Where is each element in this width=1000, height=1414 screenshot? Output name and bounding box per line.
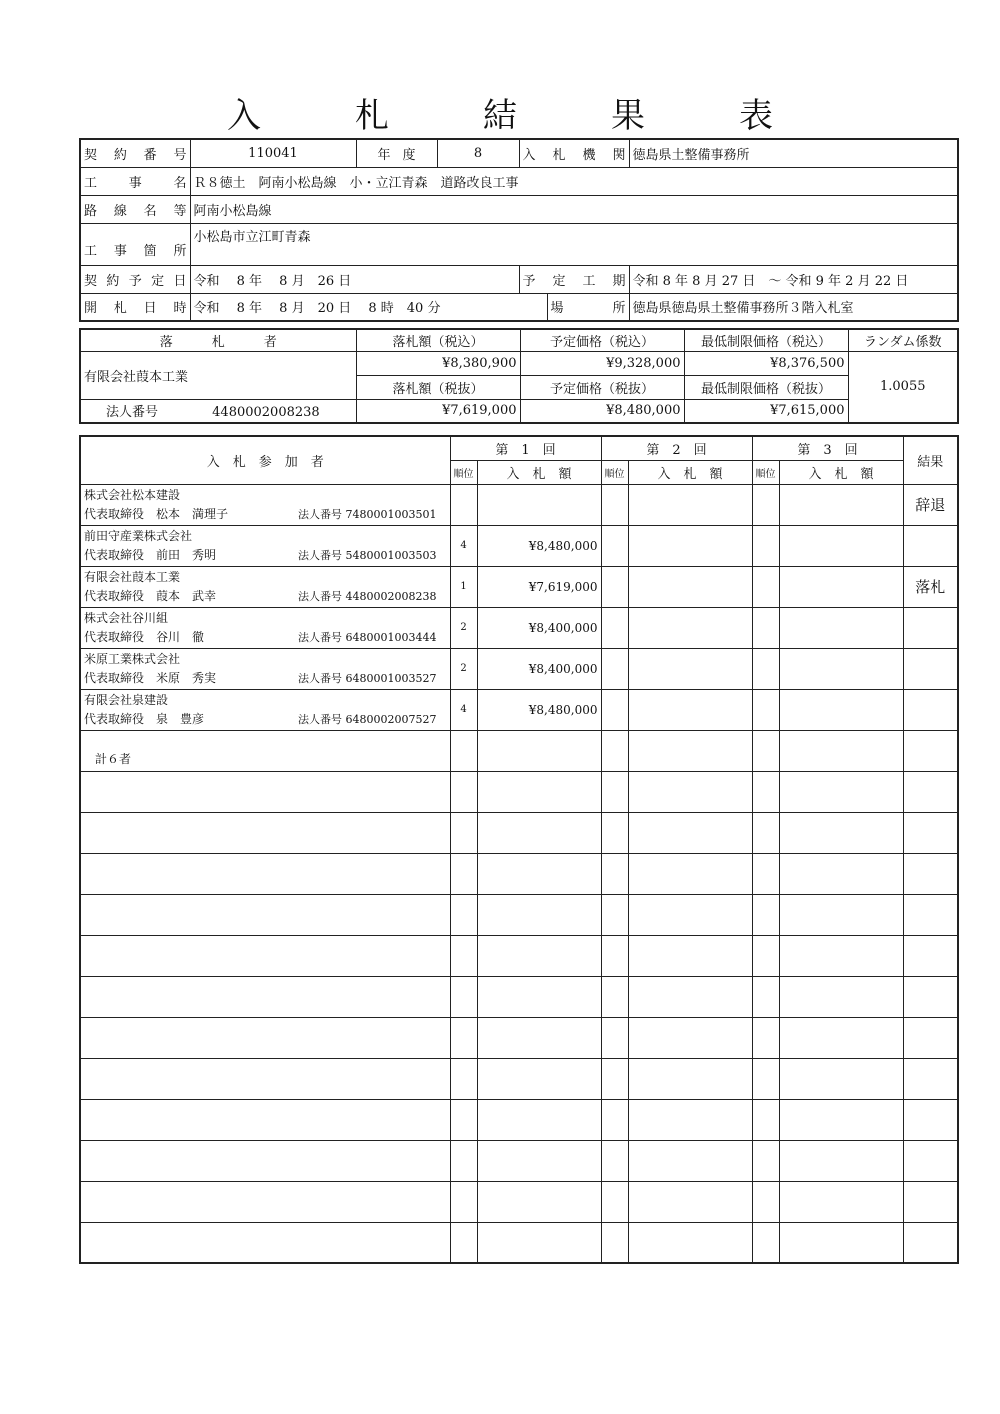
participant-company: 有限会社葭本工業 (84, 569, 181, 584)
result-cell (903, 525, 958, 566)
empty-cell (601, 1099, 628, 1140)
empty-cell (779, 935, 903, 976)
empty-cell (628, 1222, 752, 1263)
empty-cell (601, 1222, 628, 1263)
empty-cell (752, 976, 779, 1017)
header-award-incl: 落札額（税込） (356, 329, 520, 351)
participant-rep: 代表取締役 松本 満理子 (84, 506, 229, 521)
empty-cell (477, 853, 601, 894)
empty-cell (601, 1017, 628, 1058)
empty-participant-cell (80, 1222, 450, 1263)
empty-cell (450, 1017, 477, 1058)
empty-cell (752, 730, 779, 771)
place-value: 小松島市立江町青森 (190, 223, 958, 265)
participant-corp: 法人番号 7480001003501 (298, 507, 437, 521)
empty-cell (779, 853, 903, 894)
round2-rank (601, 689, 628, 730)
work-name-label: 工 事 名 (80, 167, 190, 195)
round3-amount (779, 484, 903, 525)
empty-cell (601, 730, 628, 771)
empty-cell (779, 976, 903, 1017)
empty-cell (450, 730, 477, 771)
header-award-excl: 落札額（税抜） (356, 375, 520, 399)
round2-rank (601, 566, 628, 607)
empty-participant-cell (80, 1140, 450, 1181)
empty-cell (903, 730, 958, 771)
round1-rank (450, 484, 477, 525)
round3-amount (779, 566, 903, 607)
empty-participant-cell (80, 812, 450, 853)
participant-cell (80, 689, 450, 730)
open-date-label: 開 札 日 時 (80, 293, 190, 321)
empty-cell (477, 1017, 601, 1058)
empty-cell (477, 1058, 601, 1099)
rank-header-2: 順位 (601, 460, 628, 484)
empty-cell (752, 1222, 779, 1263)
open-date: 令和 8 年 8 月 20 日 8 時 40 分 (190, 293, 547, 321)
contract-date: 令和 8 年 8 月 26 日 (190, 265, 519, 293)
project-info-table (79, 138, 959, 322)
header-result: 結果 (903, 436, 958, 484)
table-row (80, 1181, 958, 1222)
empty-cell (903, 1181, 958, 1222)
empty-cell (450, 853, 477, 894)
header-round-2: 第 2 回 (601, 436, 752, 460)
header-min-excl: 最低制限価格（税抜） (684, 375, 848, 399)
total-participants: 計６者 (80, 730, 450, 771)
empty-cell (450, 1058, 477, 1099)
result-cell (903, 648, 958, 689)
empty-cell (477, 1099, 601, 1140)
table-row (80, 853, 958, 894)
empty-cell (601, 935, 628, 976)
table-row (80, 730, 958, 771)
year-label: 年 度 (356, 139, 437, 167)
venue-label: 場 所 (547, 293, 629, 321)
participant-corp: 法人番号 4480002008238 (298, 589, 437, 603)
round3-amount (779, 607, 903, 648)
participant-rep: 代表取締役 泉 豊彦 (84, 711, 205, 726)
empty-cell (779, 1017, 903, 1058)
empty-cell (903, 853, 958, 894)
empty-cell (477, 1222, 601, 1263)
empty-cell (903, 935, 958, 976)
empty-cell (628, 894, 752, 935)
participant-company: 米原工業株式会社 (84, 651, 181, 666)
empty-cell (601, 894, 628, 935)
participant-company: 株式会社松本建設 (84, 487, 181, 502)
empty-cell (752, 935, 779, 976)
participant-cell (80, 525, 450, 566)
route-label: 路 線 名 等 (80, 195, 190, 223)
empty-cell (779, 1222, 903, 1263)
table-row (80, 525, 958, 566)
empty-cell (601, 771, 628, 812)
empty-cell (450, 1099, 477, 1140)
empty-cell (477, 771, 601, 812)
empty-cell (779, 730, 903, 771)
period-value: 令和 8 年 8 月 27 日 ～ 令和 9 年 2 月 22 日 (629, 265, 958, 293)
empty-cell (903, 1222, 958, 1263)
round1-amount: ¥7,619,000 (477, 566, 601, 607)
round1-amount: ¥8,480,000 (477, 689, 601, 730)
empty-cell (903, 976, 958, 1017)
table-row (80, 648, 958, 689)
round3-rank (752, 648, 779, 689)
participant-company: 株式会社谷川組 (84, 610, 169, 625)
empty-cell (752, 1058, 779, 1099)
empty-cell (628, 730, 752, 771)
round3-amount (779, 525, 903, 566)
round2-amount (628, 566, 752, 607)
year-value: 8 (437, 139, 519, 167)
participant-cell (80, 484, 450, 525)
empty-cell (903, 771, 958, 812)
agency-value: 徳島県土整備事務所 (629, 139, 958, 167)
round3-rank (752, 566, 779, 607)
empty-cell (752, 853, 779, 894)
empty-cell (477, 812, 601, 853)
header-random: ランダム係数 (848, 329, 958, 351)
empty-cell (628, 771, 752, 812)
round3-rank (752, 607, 779, 648)
round2-rank (601, 484, 628, 525)
empty-cell (752, 1140, 779, 1181)
round1-rank: 2 (450, 648, 477, 689)
empty-participant-cell (80, 771, 450, 812)
participant-cell (80, 648, 450, 689)
round1-rank: 4 (450, 525, 477, 566)
participant-corp: 法人番号 6480002007527 (298, 712, 437, 726)
empty-cell (752, 771, 779, 812)
contract-no-label: 契 約 番 号 (80, 139, 190, 167)
participant-cell (80, 566, 450, 607)
table-row (80, 1058, 958, 1099)
round2-amount (628, 648, 752, 689)
amount-header-1: 入 札 額 (477, 460, 601, 484)
empty-cell (903, 812, 958, 853)
round2-amount (628, 607, 752, 648)
table-row (80, 812, 958, 853)
table-row (80, 484, 958, 525)
round2-amount (628, 689, 752, 730)
winner-table (79, 328, 959, 424)
round2-amount (628, 525, 752, 566)
table-row (80, 1017, 958, 1058)
round1-amount (477, 484, 601, 525)
empty-cell (450, 1140, 477, 1181)
round2-rank (601, 648, 628, 689)
amount-header-3: 入 札 額 (779, 460, 903, 484)
corp-label: 法人番号 (106, 405, 159, 421)
empty-participant-cell (80, 1058, 450, 1099)
empty-cell (779, 771, 903, 812)
empty-cell (601, 1058, 628, 1099)
table-row (80, 894, 958, 935)
empty-cell (752, 1099, 779, 1140)
empty-cell (450, 812, 477, 853)
empty-cell (779, 1181, 903, 1222)
empty-cell (450, 771, 477, 812)
empty-cell (628, 1058, 752, 1099)
participant-corp: 法人番号 6480001003444 (298, 630, 437, 644)
header-round-1: 第 1 回 (450, 436, 601, 460)
round1-amount: ¥8,400,000 (477, 607, 601, 648)
empty-cell (477, 1181, 601, 1222)
round3-rank (752, 525, 779, 566)
period-label: 予 定 工 期 (519, 265, 629, 293)
empty-cell (477, 730, 601, 771)
empty-cell (779, 812, 903, 853)
empty-participant-cell (80, 1099, 450, 1140)
empty-cell (903, 1017, 958, 1058)
bids-table (79, 435, 959, 1264)
empty-cell (477, 976, 601, 1017)
participant-cell (80, 607, 450, 648)
round1-amount: ¥8,480,000 (477, 525, 601, 566)
header-estimate-incl: 予定価格（税込） (520, 329, 684, 351)
empty-cell (752, 1181, 779, 1222)
empty-participant-cell (80, 1181, 450, 1222)
round1-amount: ¥8,400,000 (477, 648, 601, 689)
table-row (80, 771, 958, 812)
result-cell: 辞退 (903, 484, 958, 525)
empty-cell (628, 853, 752, 894)
empty-cell (450, 976, 477, 1017)
round3-rank (752, 484, 779, 525)
empty-cell (903, 1058, 958, 1099)
round3-rank (752, 689, 779, 730)
round3-amount (779, 648, 903, 689)
round2-rank (601, 525, 628, 566)
page-title: 入 札 結 果 表 (227, 96, 803, 136)
empty-cell (450, 1181, 477, 1222)
round2-rank (601, 607, 628, 648)
result-cell: 落札 (903, 566, 958, 607)
participant-company: 前田守産業株式会社 (84, 528, 193, 543)
participant-rep: 代表取締役 谷川 徹 (84, 629, 205, 644)
empty-cell (477, 935, 601, 976)
place-label: 工 事 箇 所 (80, 223, 190, 265)
empty-cell (601, 1181, 628, 1222)
empty-cell (752, 1017, 779, 1058)
award-incl: ¥8,380,900 (356, 351, 520, 375)
empty-cell (628, 1099, 752, 1140)
empty-cell (628, 812, 752, 853)
winner-company: 有限会社葭本工業 (80, 351, 356, 399)
participant-rep: 代表取締役 米原 秀実 (84, 670, 217, 685)
table-row (80, 1099, 958, 1140)
empty-cell (752, 894, 779, 935)
round1-rank: 2 (450, 607, 477, 648)
empty-cell (752, 812, 779, 853)
empty-cell (903, 894, 958, 935)
header-bidder: 落 札 者 (80, 329, 356, 351)
table-row (80, 1140, 958, 1181)
agency-label: 入 札 機 関 (519, 139, 629, 167)
participant-company: 有限会社泉建設 (84, 692, 169, 707)
corp-no: 4480002008238 (212, 405, 320, 421)
empty-cell (628, 1017, 752, 1058)
amount-header-2: 入 札 額 (628, 460, 752, 484)
table-row (80, 1222, 958, 1263)
empty-cell (601, 1140, 628, 1181)
participant-rep: 代表取締役 葭本 武幸 (84, 588, 217, 603)
award-excl: ¥7,619,000 (356, 399, 520, 423)
table-row (80, 607, 958, 648)
rank-header-1: 順位 (450, 460, 477, 484)
work-name: Ｒ８徳土 阿南小松島線 小・立江青森 道路改良工事 (190, 167, 958, 195)
empty-participant-cell (80, 853, 450, 894)
min-excl: ¥7,615,000 (684, 399, 848, 423)
round1-rank: 1 (450, 566, 477, 607)
result-cell (903, 689, 958, 730)
route-value: 阿南小松島線 (190, 195, 958, 223)
min-incl: ¥8,376,500 (684, 351, 848, 375)
participant-rep: 代表取締役 前田 秀明 (84, 547, 217, 562)
round2-amount (628, 484, 752, 525)
participant-corp: 法人番号 5480001003503 (298, 548, 437, 562)
header-min-incl: 最低制限価格（税込） (684, 329, 848, 351)
empty-participant-cell (80, 894, 450, 935)
empty-cell (779, 1058, 903, 1099)
result-cell (903, 607, 958, 648)
header-round-3: 第 3 回 (752, 436, 903, 460)
header-estimate-excl: 予定価格（税抜） (520, 375, 684, 399)
empty-cell (628, 1181, 752, 1222)
empty-cell (779, 1099, 903, 1140)
winner-corp (80, 399, 356, 423)
random-coefficient: 1.0055 (848, 351, 958, 423)
estimate-incl: ¥9,328,000 (520, 351, 684, 375)
empty-cell (903, 1099, 958, 1140)
contract-date-label: 契 約 予 定 日 (80, 265, 190, 293)
empty-cell (477, 894, 601, 935)
table-row (80, 976, 958, 1017)
empty-cell (779, 894, 903, 935)
empty-participant-cell (80, 976, 450, 1017)
empty-cell (601, 853, 628, 894)
estimate-excl: ¥8,480,000 (520, 399, 684, 423)
round1-rank: 4 (450, 689, 477, 730)
header-participants: 入 札 参 加 者 (80, 436, 450, 484)
rank-header-3: 順位 (752, 460, 779, 484)
empty-participant-cell (80, 935, 450, 976)
empty-cell (628, 935, 752, 976)
empty-cell (601, 812, 628, 853)
empty-cell (450, 894, 477, 935)
empty-cell (601, 976, 628, 1017)
contract-no: 110041 (190, 139, 356, 167)
table-row (80, 689, 958, 730)
empty-cell (779, 1140, 903, 1181)
empty-cell (477, 1140, 601, 1181)
empty-cell (450, 1222, 477, 1263)
venue-value: 徳島県徳島県土整備事務所３階入札室 (629, 293, 958, 321)
empty-cell (628, 976, 752, 1017)
round3-amount (779, 689, 903, 730)
empty-participant-cell (80, 1017, 450, 1058)
table-row (80, 935, 958, 976)
table-row (80, 566, 958, 607)
empty-cell (450, 935, 477, 976)
participant-corp: 法人番号 6480001003527 (298, 671, 437, 685)
empty-cell (903, 1140, 958, 1181)
empty-cell (628, 1140, 752, 1181)
